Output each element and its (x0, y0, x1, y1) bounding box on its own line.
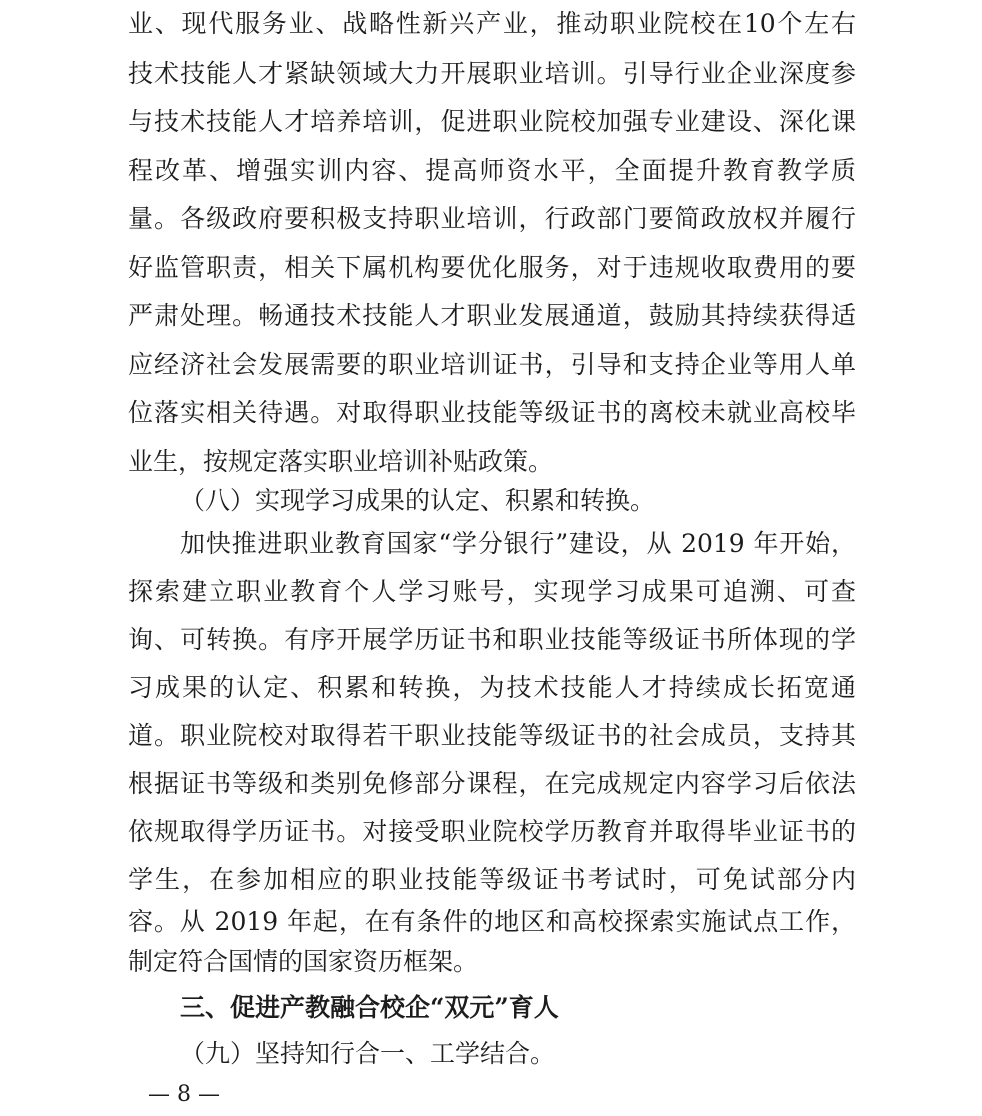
text-line: 习成果的认定、积累和转换，为技术技能人才持续成长拓宽通 (128, 673, 856, 702)
text-line: 应经济社会发展需要的职业培训证书，引导和支持企业等用人单 (128, 350, 856, 379)
text-line: 与技术技能人才培养培训，促进职业院校加强专业建设、深化课 (128, 107, 856, 136)
text-line: 询、可转换。有序开展学历证书和职业技能等级证书所体现的学 (128, 625, 856, 654)
text-line: 依规取得学历证书。对接受职业院校学历教育并取得毕业证书的 (128, 817, 856, 846)
text-line: 好监管职责，相关下属机构要优化服务，对于违规收取费用的要 (128, 253, 856, 282)
text-line: 位落实相关待遇。对取得职业技能等级证书的离校未就业高校毕 (128, 398, 856, 427)
section-8-heading: （八）实现学习成果的认定、积累和转换。 (180, 486, 656, 515)
section-3-heading: 三、促进产教融合校企“双元”育人 (180, 993, 559, 1022)
text-line: 容。从 2019 年起，在有条件的地区和高校探索实施试点工作， (128, 907, 856, 936)
text-line: 道。职业院校对取得若干职业技能等级证书的社会成员，支持其 (128, 721, 856, 750)
page-number: — 8 — (148, 1082, 220, 1107)
section-9-heading: （九）坚持知行合一、工学结合。 (180, 1039, 556, 1068)
text-line: 业、现代服务业、战略性新兴产业，推动职业院校在10个左右 (128, 9, 856, 38)
text-line: 制定符合国情的国家资历框架。 (128, 947, 479, 976)
text-line: 业生，按规定落实职业培训补贴政策。 (128, 447, 554, 476)
text-line: 探索建立职业教育个人学习账号，实现学习成果可追溯、可查 (128, 577, 856, 606)
text-line: 严肃处理。畅通技术技能人才职业发展通道，鼓励其持续获得适 (128, 301, 856, 330)
text-line: 程改革、增强实训内容、提高师资水平，全面提升教育教学质 (128, 156, 856, 185)
text-line: 学生，在参加相应的职业技能等级证书考试时，可免试部分内 (128, 865, 856, 894)
text-line: 量。各级政府要积极支持职业培训，行政部门要简政放权并履行 (128, 204, 856, 233)
text-line: 加快推进职业教育国家“学分银行”建设，从 2019 年开始， (180, 529, 856, 558)
text-line: 根据证书等级和类别免修部分课程，在完成规定内容学习后依法 (128, 769, 856, 798)
text-line: 技术技能人才紧缺领域大力开展职业培训。引导行业企业深度参 (128, 59, 856, 88)
